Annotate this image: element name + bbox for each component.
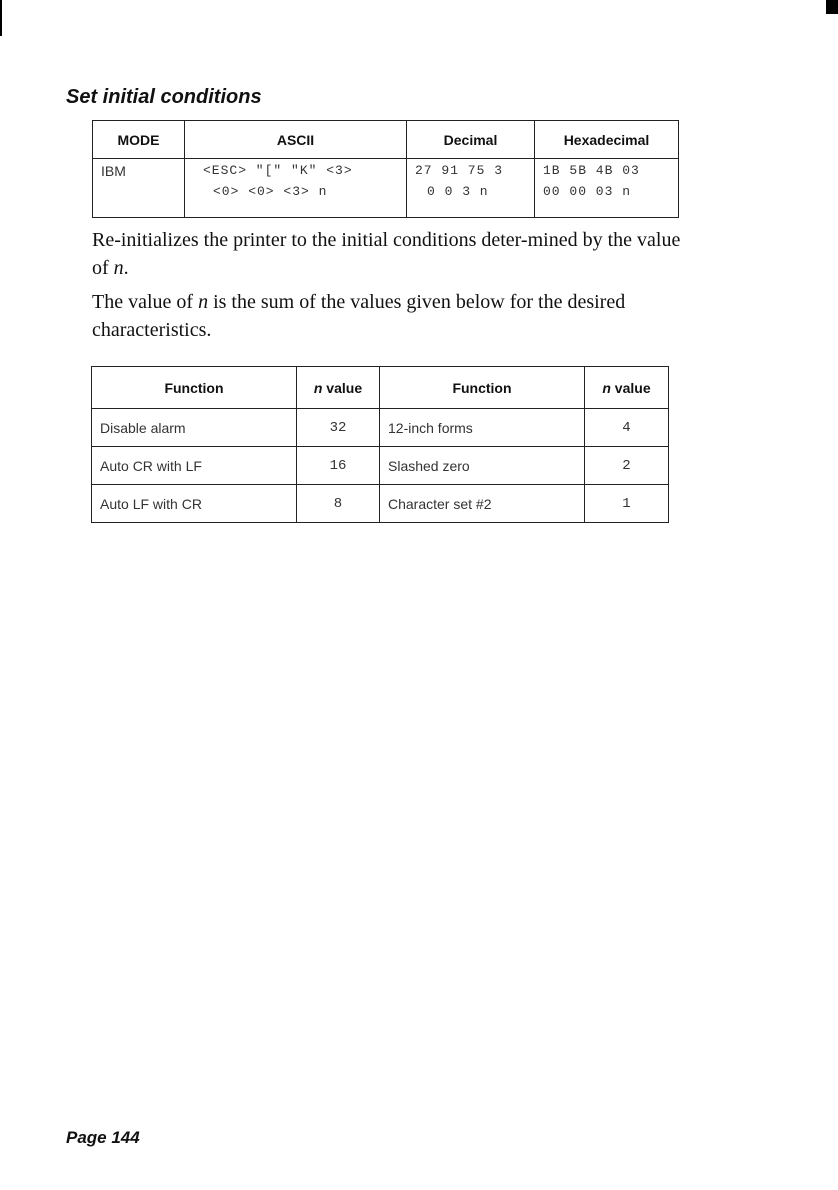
function-cell: Auto CR with LF xyxy=(92,447,297,485)
function-cell: Auto LF with CR xyxy=(92,485,297,523)
hex-line-2: 00 00 03 n xyxy=(543,184,632,199)
ascii-line-2: <0> <0> <3> n xyxy=(213,184,328,199)
decimal-line-2: 0 0 3 n xyxy=(427,184,489,199)
ascii-cell xyxy=(185,159,407,218)
decimal-line-1: 27 91 75 3 xyxy=(415,163,504,178)
n-value-cell: 16 xyxy=(297,447,380,485)
description-variable: n xyxy=(113,257,124,279)
header-decimal: Decimal xyxy=(407,121,535,159)
n-value-cell: 1 xyxy=(585,485,669,523)
header-function-2: Function xyxy=(380,367,585,409)
function-cell: 12-inch forms xyxy=(380,409,585,447)
mode-cell: IBM xyxy=(93,159,185,218)
hex-line-1: 1B 5B 4B 03 xyxy=(543,163,640,178)
scan-edge-mark-left xyxy=(0,0,2,36)
header-value-word-2: value xyxy=(610,379,651,396)
values-table xyxy=(91,366,669,523)
table-row xyxy=(92,485,669,523)
function-cell: Slashed zero xyxy=(380,447,585,485)
n-value-cell: 4 xyxy=(585,409,669,447)
command-table-header xyxy=(93,121,679,159)
n-value-cell: 32 xyxy=(297,409,380,447)
description-text: Re-initializes the printer to the initial conditions deter-mined by the value of xyxy=(92,229,681,279)
value-explanation-paragraph xyxy=(92,288,692,344)
n-value-cell: 8 xyxy=(297,485,380,523)
explanation-text-start: The value of xyxy=(92,291,199,313)
hex-cell xyxy=(535,159,679,218)
header-n-var-2: n xyxy=(602,379,611,396)
scan-edge-mark-right xyxy=(826,0,838,14)
header-n-value-2 xyxy=(585,367,669,409)
table-row xyxy=(92,409,669,447)
function-cell: Character set #2 xyxy=(380,485,585,523)
table-row xyxy=(92,447,669,485)
section-title: Set initial conditions xyxy=(66,86,262,108)
header-mode: MODE xyxy=(93,121,185,159)
decimal-cell xyxy=(407,159,535,218)
command-table-row xyxy=(93,159,679,218)
explanation-variable: n xyxy=(198,291,209,313)
description-end: . xyxy=(123,257,129,279)
function-cell: Disable alarm xyxy=(92,409,297,447)
description-paragraph xyxy=(92,226,692,282)
explanation-text-end: is the sum of the values given below for the desired characteristics. xyxy=(92,291,626,341)
command-table xyxy=(92,120,679,218)
header-n-var-1: n xyxy=(313,379,323,396)
page-number: Page 144 xyxy=(66,1128,140,1147)
ascii-line-1: <ESC> "[" "K" <3> xyxy=(203,163,353,178)
header-function-1: Function xyxy=(92,367,297,409)
header-value-word-1: value xyxy=(322,379,363,396)
n-value-cell: 2 xyxy=(585,447,669,485)
header-hexadecimal: Hexadecimal xyxy=(535,121,679,159)
values-table-header xyxy=(92,367,669,409)
header-ascii: ASCII xyxy=(185,121,407,159)
header-n-value-1 xyxy=(297,367,380,409)
